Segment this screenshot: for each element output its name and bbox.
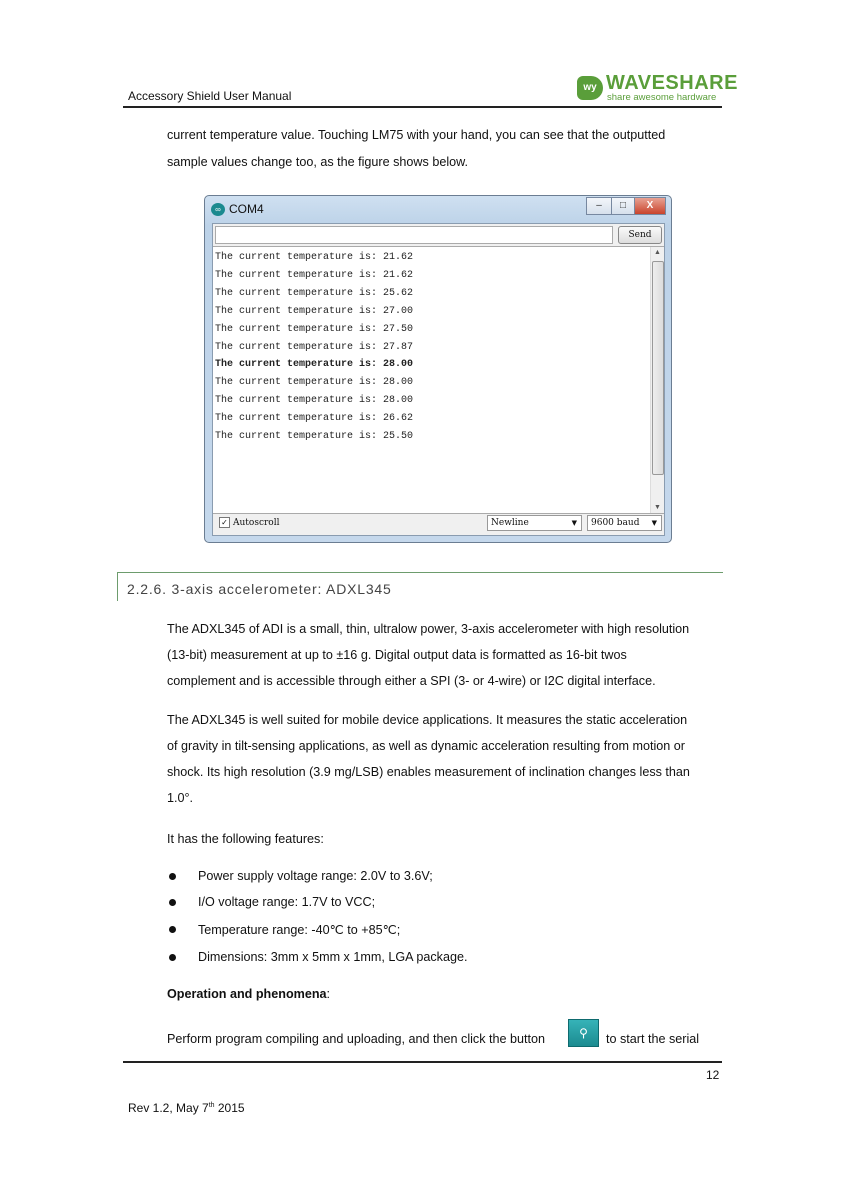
serial-monitor-icon: ⚲: [568, 1019, 599, 1047]
serial-output-line: The current temperature is: 26.62: [215, 413, 414, 425]
section-heading-box: [117, 572, 723, 601]
paragraph-line: of gravity in tilt-sensing applications, as well as dynamic acceleration resulting from motion or: [167, 739, 685, 753]
serial-output-line: The current temperature is: 27.87: [215, 341, 414, 353]
rev-sup: th: [208, 1102, 215, 1109]
line-ending-select[interactable]: [487, 515, 582, 531]
scrollbar-thumb[interactable]: [652, 261, 664, 475]
arduino-icon: ∞: [211, 203, 225, 216]
serial-output-line: The current temperature is: 28.00: [215, 395, 414, 407]
intro-line: current temperature value. Touching LM75 with your hand, you can see that the outputted: [167, 128, 666, 142]
paragraph-line: 1.0°.: [167, 791, 194, 805]
colon: :: [326, 987, 331, 1001]
baud-rate-select[interactable]: [587, 515, 662, 531]
serial-output-line: The current temperature is: 21.62: [215, 269, 414, 281]
paragraph-line: The ADXL345 is well suited for mobile device applications. It measures the static acceleration: [167, 713, 688, 727]
serial-output-line: The current temperature is: 27.00: [215, 305, 414, 317]
scroll-up-icon[interactable]: ▲: [654, 249, 661, 256]
header-title: Accessory Shield User Manual: [128, 89, 292, 103]
serial-output-line: The current temperature is: 25.50: [215, 431, 414, 442]
page-number: 12: [706, 1068, 720, 1082]
operation-heading-text: Operation and phenomena: [167, 987, 327, 1001]
intro-line: sample values change too, as the figure shows below.: [167, 155, 469, 169]
rev-text: Rev 1.2, May 7: [128, 1101, 209, 1115]
section-heading: 2.2.6. 3-axis accelerometer: ADXL345: [127, 581, 392, 597]
window-title: COM4: [229, 202, 264, 216]
send-input[interactable]: [215, 226, 613, 244]
serial-output-line: The current temperature is: 21.62: [215, 252, 414, 263]
operation-heading: [167, 987, 330, 1001]
bullet-icon: [169, 899, 176, 906]
checkbox-check-icon[interactable]: ✓: [219, 517, 230, 528]
chevron-down-icon: ▼: [571, 519, 577, 527]
autoscroll-checkbox[interactable]: [219, 517, 279, 528]
footer-rule: [123, 1061, 722, 1063]
serial-output-line: The current temperature is: 28.00: [215, 377, 414, 389]
logo-name: WAVESHARE: [606, 72, 738, 94]
bullet-icon: [169, 873, 176, 880]
revision-info: [128, 1101, 245, 1115]
feature-item: Power supply voltage range: 2.0V to 3.6V;: [198, 869, 433, 883]
paragraph-line: complement and is accessible through either a SPI (3- or 4-wire) or I2C digital interface.: [167, 674, 656, 688]
line-ending-value: Newline: [491, 518, 529, 528]
serial-monitor-window: [204, 195, 672, 543]
send-button[interactable]: Send: [618, 226, 662, 244]
bullet-icon: [169, 926, 176, 933]
paragraph-line: (13-bit) measurement at up to ±16 g. Digital output data is formatted as 16-bit twos: [167, 648, 627, 662]
feature-item: Temperature range: -40℃ to +85℃;: [198, 923, 401, 937]
scroll-down-icon[interactable]: ▼: [654, 504, 661, 511]
feature-item: I/O voltage range: 1.7V to VCC;: [198, 895, 376, 909]
logo-mark: wy: [577, 76, 603, 100]
operation-text-end: to start the serial: [606, 1032, 700, 1046]
header-rule: [123, 106, 722, 108]
chevron-down-icon: ▼: [651, 519, 657, 527]
paragraph-line: shock. Its high resolution (3.9 mg/LSB) enables measurement of inclination changes less than: [167, 765, 690, 779]
operation-text-start: Perform program compiling and uploading, and then click the button: [167, 1032, 546, 1046]
minimize-button[interactable]: –: [586, 197, 612, 215]
serial-monitor-body: [212, 223, 665, 536]
serial-output-line: The current temperature is: 28.00: [215, 359, 414, 371]
logo-tagline: share awesome hardware: [607, 92, 717, 103]
baud-value: 9600 baud: [591, 518, 640, 528]
autoscroll-label: Autoscroll: [233, 518, 280, 528]
close-button[interactable]: X: [634, 197, 666, 215]
serial-output-line: The current temperature is: 25.62: [215, 287, 414, 299]
rev-year: 2015: [214, 1101, 245, 1115]
maximize-button[interactable]: □: [611, 197, 635, 215]
features-intro: It has the following features:: [167, 832, 324, 846]
waveshare-logo: [577, 72, 738, 104]
feature-item: Dimensions: 3mm x 5mm x 1mm, LGA package.: [198, 950, 468, 964]
scrollbar[interactable]: [650, 247, 664, 513]
serial-output-line: The current temperature is: 27.50: [215, 323, 414, 335]
serial-output: [213, 246, 664, 514]
bullet-icon: [169, 954, 176, 961]
paragraph-line: The ADXL345 of ADI is a small, thin, ultralow power, 3-axis accelerometer with high resolution: [167, 622, 690, 636]
